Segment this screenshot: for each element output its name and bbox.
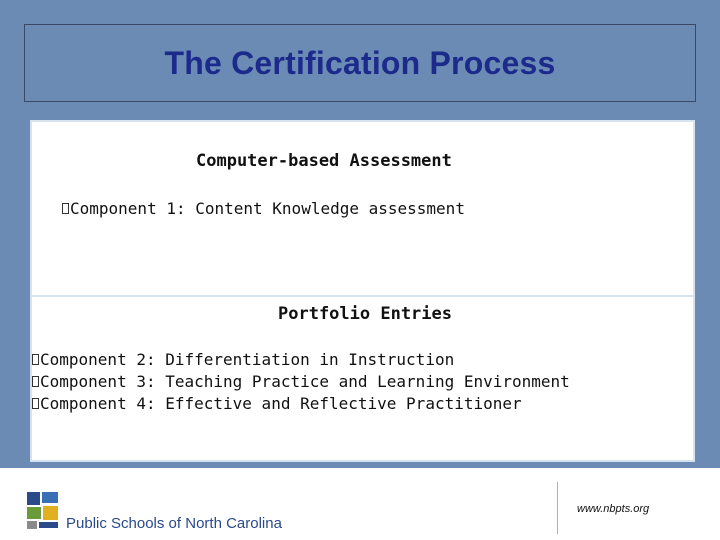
list-item: Component 4: Effective and Reflective Practitioner: [32, 394, 522, 413]
bullet-box-icon: [32, 376, 39, 387]
bullet-box-icon: [32, 398, 39, 409]
footer-divider: [557, 482, 558, 534]
list-item: Component 2: Differentiation in Instruction: [32, 350, 454, 369]
section-divider: [32, 295, 693, 297]
list-item: Component 3: Teaching Practice and Learning Environment: [32, 372, 570, 391]
slide-title: The Certification Process: [164, 44, 556, 81]
content-panel: [30, 120, 695, 462]
bullet-box-icon: [32, 354, 39, 365]
footer-url[interactable]: www.nbpts.org: [577, 503, 650, 515]
section-heading-portfolio: Portfolio Entries: [278, 304, 452, 324]
bullet-box-icon: [62, 203, 69, 214]
title-box: [24, 24, 696, 102]
section-heading-computer-based: Computer-based Assessment: [196, 151, 452, 171]
nc-public-schools-logo-icon: [24, 490, 62, 530]
list-item: Component 1: Content Knowledge assessment: [62, 199, 465, 218]
footer-org-name: Public Schools of North Carolina: [66, 515, 282, 532]
